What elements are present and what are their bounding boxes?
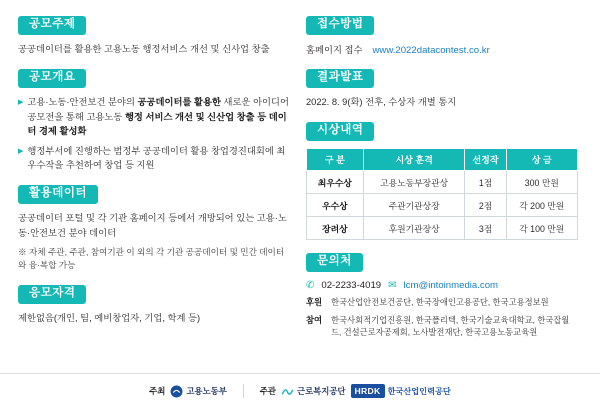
section-topic <box>18 14 290 56</box>
sponsor-label: 참여 <box>306 314 323 325</box>
footer-org-group <box>260 384 451 398</box>
table-column-header: 선정작 <box>465 149 506 171</box>
eligibility-body: 제한없음(개인, 팀, 예비창업자, 기업, 학계 등) <box>18 313 201 324</box>
triangle-bullet-icon: ▶ <box>18 147 24 155</box>
table-cell: 300 만원 <box>506 171 577 194</box>
apply-url-link[interactable]: www.2022datacontest.co.kr <box>372 45 490 56</box>
table-cell: 3점 <box>465 217 506 240</box>
kcomwel-logo <box>281 385 346 398</box>
contact-email[interactable]: lcm@intoinmedia.com <box>403 280 499 292</box>
table-cell: 각 200 만원 <box>506 194 577 217</box>
table-cell: 후원기관장상 <box>363 217 465 240</box>
contact-phone[interactable]: 02-2233-4019 <box>321 280 382 292</box>
section-data-use <box>18 183 290 272</box>
section-apply <box>306 14 578 56</box>
contact-row <box>306 280 578 291</box>
data-use-note: ※ 자체 주관, 주관, 참여기관 이 외의 각 기관 공공데이터 및 민간 데이터와 융·복합 가능 <box>18 247 285 271</box>
phone-icon: ✆ <box>306 279 315 291</box>
table-row <box>307 217 578 240</box>
footer-logos <box>0 373 600 408</box>
footer-divider <box>243 384 244 398</box>
apply-label: 홈페이지 접수 <box>306 45 363 55</box>
table-column-header: 구 분 <box>307 149 364 171</box>
table-cell: 각 100 만원 <box>506 217 577 240</box>
footer-host-group <box>149 385 227 398</box>
sponsor-row <box>306 314 578 339</box>
footer-org-label: 주관 <box>259 386 276 396</box>
overview-body <box>18 95 290 172</box>
hrdk-mark: HRDK <box>351 384 385 398</box>
hrdk-logo-text: 한국산업인력공단 <box>387 386 451 396</box>
sponsor-row <box>306 296 578 308</box>
table-cell: 1점 <box>465 171 506 194</box>
eligibility-heading: 응모자격 <box>18 285 86 305</box>
table-cell: 고용노동부장관상 <box>363 171 465 194</box>
footer-host-label: 주최 <box>149 386 166 396</box>
moel-emblem-icon <box>170 385 183 398</box>
table-column-header: 시상 훈격 <box>363 149 465 171</box>
table-cell: 최우수상 <box>307 171 364 194</box>
moel-logo-text: 고용노동부 <box>186 386 227 396</box>
kcomwel-emblem-icon <box>281 385 294 398</box>
contact-heading: 문의처 <box>306 253 363 273</box>
table-header-row <box>307 149 578 171</box>
section-eligibility <box>18 283 290 325</box>
table-cell: 장려상 <box>307 217 364 240</box>
result-heading: 결과발표 <box>306 69 374 89</box>
left-column <box>18 14 290 408</box>
section-result <box>306 67 578 109</box>
right-column <box>306 14 578 408</box>
table-cell: 주관기관상장 <box>363 194 465 217</box>
apply-heading: 접수방법 <box>306 16 374 36</box>
overview-bullet <box>18 144 290 173</box>
table-cell: 2점 <box>465 194 506 217</box>
triangle-bullet-icon: ▶ <box>18 99 24 107</box>
prize-heading: 시상내역 <box>306 122 374 142</box>
sponsor-label: 후원 <box>306 297 323 308</box>
result-body: 2022. 8. 9(화) 전후, 수상자 개별 통지 <box>306 97 457 107</box>
overview-bullet <box>18 95 290 138</box>
table-row <box>307 171 578 194</box>
topic-heading: 공모주제 <box>18 16 86 36</box>
data-use-heading: 활용데이터 <box>18 185 98 205</box>
table-column-header: 상 금 <box>506 149 577 171</box>
overview-heading: 공모개요 <box>18 69 86 89</box>
moel-logo <box>170 385 226 398</box>
data-use-body: 공공데이터 포털 및 각 기관 홈페이지 등에서 개방되어 있는 고용·노동·안전보건 분야 데이터 <box>18 213 287 238</box>
table-row <box>307 194 578 217</box>
sponsor-value: 한국산업안전보건공단, 한국장애인고용공단, 한국고용정보원 <box>331 297 549 308</box>
section-contact <box>306 251 578 338</box>
section-prize <box>306 120 578 240</box>
hrdk-logo <box>351 384 451 398</box>
envelope-icon: ✉ <box>388 279 397 291</box>
topic-body: 공공데이터를 활용한 고용노동 행정서비스 개선 및 신사업 창출 <box>18 44 270 54</box>
overview-bullet-text: 행정부서에 진행하는 범정부 공공데이터 활용 창업경진대회에 최우수작을 추천하여 창업 등 지원 <box>27 145 286 171</box>
section-overview <box>18 67 290 172</box>
apply-body <box>306 42 578 56</box>
overview-bullet-text: 고용·노동·안전보건 분야의 공공데이터를 활용한 새로운 아이디어 공모전을 통해 고용노동 행정 서비스 개선 및 신산업 창출 등 데이터 경제 활성화 <box>27 97 290 137</box>
kcomwel-logo-text: 근로복지공단 <box>296 386 346 396</box>
table-cell: 우수상 <box>307 194 364 217</box>
prize-table <box>306 148 578 240</box>
sponsor-value: 한국사회적기업진흥원, 한국폴리텍, 한국기술교육대학교, 한국잡월드, 건설근로자공제회, 노사발전재단, 한국고용노동교육원 <box>331 314 570 338</box>
